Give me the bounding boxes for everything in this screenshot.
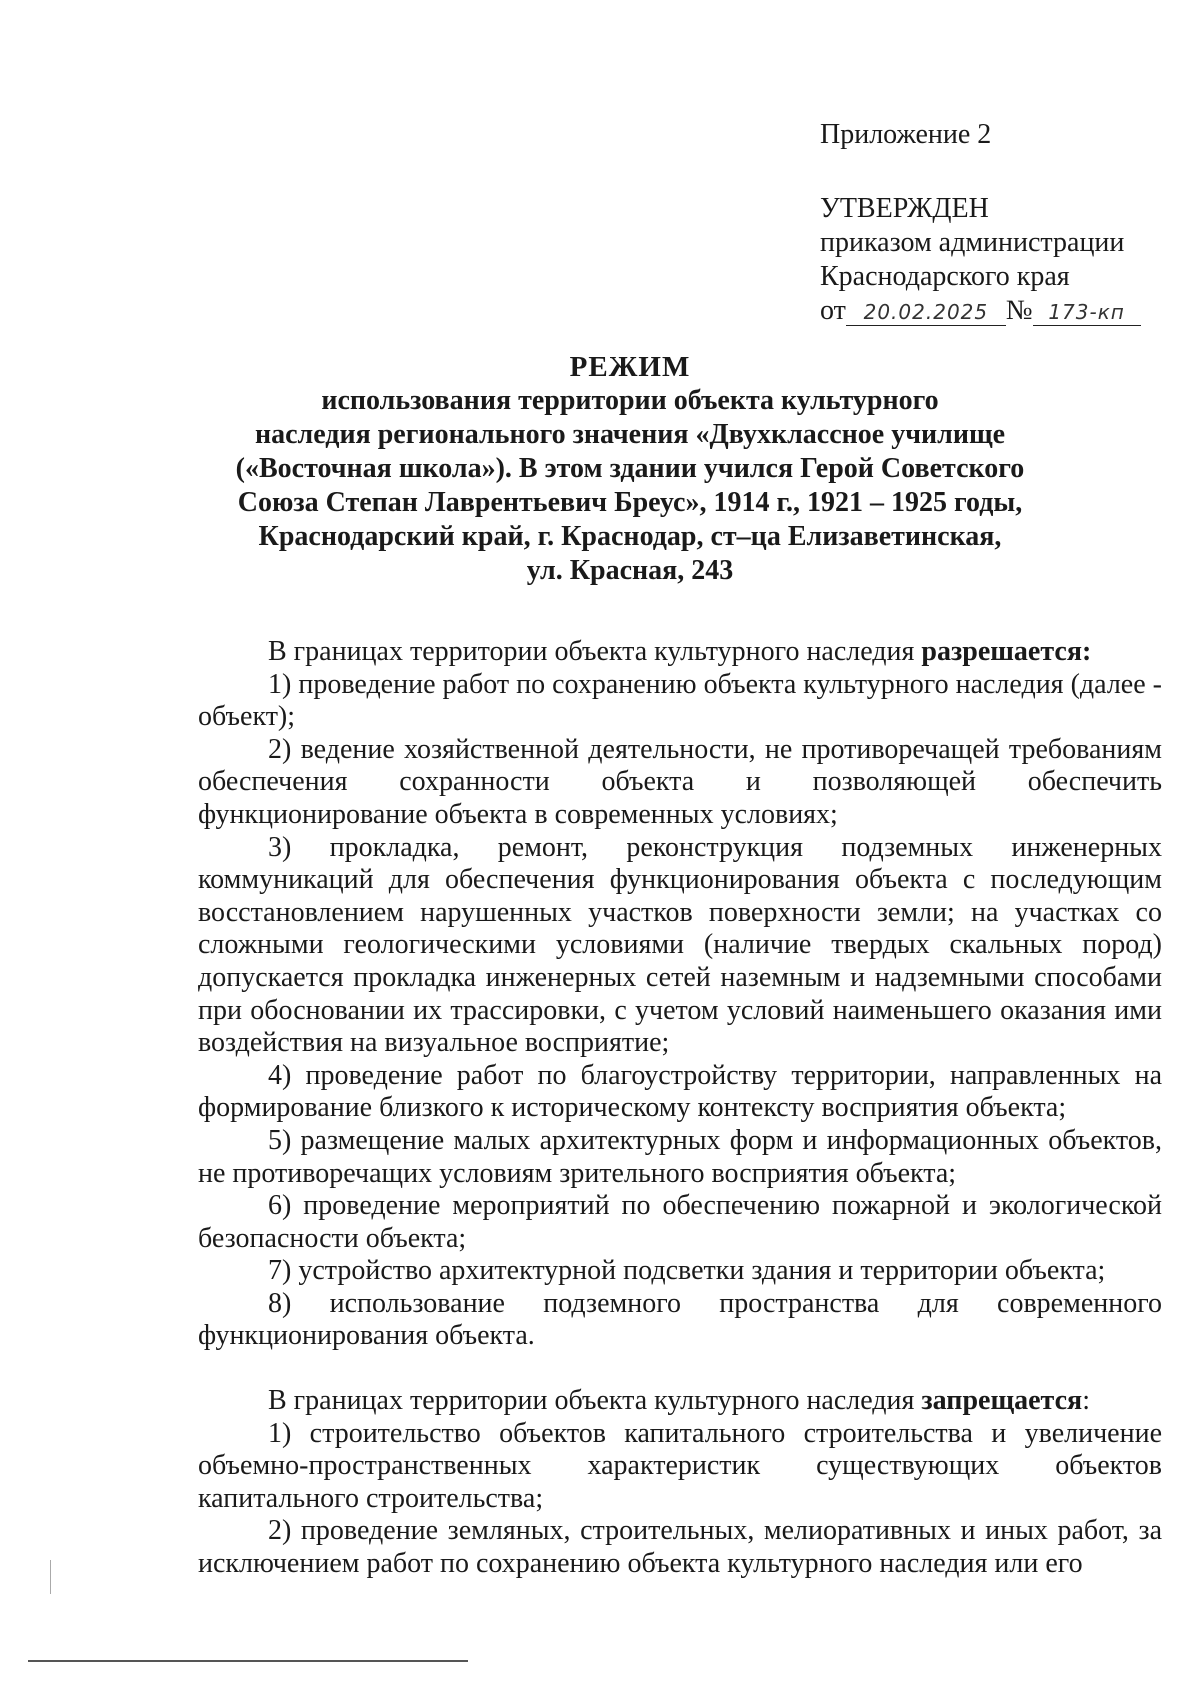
approved-by-line-1: приказом администрации: [820, 227, 1125, 258]
order-number-handwritten: [1033, 298, 1141, 326]
footer-rule: [28, 1660, 468, 1662]
title-line: Союза Степан Лаврентьевич Бреус», 1914 г., 1921 – 1925 годы,: [237, 487, 1023, 518]
section-gap: [198, 1353, 1162, 1385]
appendix-label: Приложение 2: [820, 119, 992, 150]
title-line: («Восточная школа»). В этом здании учился Герой Советского: [235, 453, 1025, 484]
list-item: 1) проведение работ по сохранению объекта культурного наследия (далее - объект);: [198, 668, 1162, 733]
approval-stamp-block: [820, 118, 1180, 328]
document-title-block: [180, 350, 1080, 588]
approved-by-line-2: Краснодарского края: [820, 261, 1070, 292]
list-item: 6) проведение мероприятий по обеспечению пожарной и экологической безопасности объекта;: [198, 1190, 1162, 1254]
list-item: 2) ведение хозяйственной деятельности, не противоречащей требованиям обеспечения сохранности объекта и позволяющей обеспечить функционирование объекта в современных условиях;: [198, 733, 1162, 830]
allowed-section-intro: [198, 636, 1162, 669]
prohibited-keyword: запрещается: [921, 1385, 1083, 1417]
order-date-value: 20.02.2025: [863, 300, 989, 324]
document-title: РЕЖИМ: [569, 351, 691, 383]
number-prefix: №: [1005, 295, 1033, 326]
list-item: 8) использование подземного пространства для современного функционирования объекта.: [198, 1287, 1162, 1352]
prohibited-colon: :: [1082, 1385, 1090, 1417]
title-line: ул. Красная, 243: [526, 555, 734, 586]
from-prefix: от: [820, 295, 846, 326]
prohibited-intro-text: В границах территории объекта культурного наследия: [268, 1385, 922, 1417]
approved-label: УТВЕРЖДЕН: [820, 193, 989, 224]
document-body: [198, 636, 1162, 1581]
title-line: Краснодарский край, г. Краснодар, ст–ца Елизаветинская,: [258, 521, 1002, 552]
title-line: использования территории объекта культурного: [321, 385, 939, 416]
scan-margin-mark: [50, 1560, 51, 1594]
list-item: 7) устройство архитектурной подсветки здания и территории объекта;: [268, 1255, 1106, 1287]
list-item: 3) прокладка, ремонт, реконструкция подземных инженерных коммуникаций для обеспечения функционирования объекта с последующим восстановлением нарушенных участков поверхности земли; на участках со сложными геологическими условиями (наличие твердых скальных пород) допускается прокладка инженерных сетей наземным и надземными способами при обосновании их трассировки, с учетом условий наименьшего оказания ими воздействия на визуальное восприятие;: [198, 831, 1162, 1059]
order-date-handwritten: [846, 298, 1006, 326]
prohibited-section-intro: [198, 1385, 1162, 1418]
list-item: 2) проведение земляных, строительных, мелиоративных и иных работ, за исключением работ по сохранению объекта культурного наследия или его: [198, 1515, 1162, 1580]
title-line: наследия регионального значения «Двухклассное училище: [254, 419, 1006, 450]
allowed-keyword: разрешается:: [921, 636, 1092, 667]
order-date-number-line: [820, 294, 1180, 328]
list-item: 4) проведение работ по благоустройству территории, направленных на формирование близкого к историческому контексту восприятия объекта;: [198, 1059, 1162, 1124]
order-number-value: 173-кп: [1048, 300, 1125, 324]
list-item: 1) строительство объектов капитального строительства и увеличение объемно-пространственных характеристик существующих объектов капитального строительства;: [198, 1417, 1162, 1514]
allowed-intro-text: В границах территории объекта культурного наследия: [268, 636, 922, 667]
list-item: 5) размещение малых архитектурных форм и информационных объектов, не противоречащих условиям зрительного восприятия объекта;: [198, 1124, 1162, 1189]
